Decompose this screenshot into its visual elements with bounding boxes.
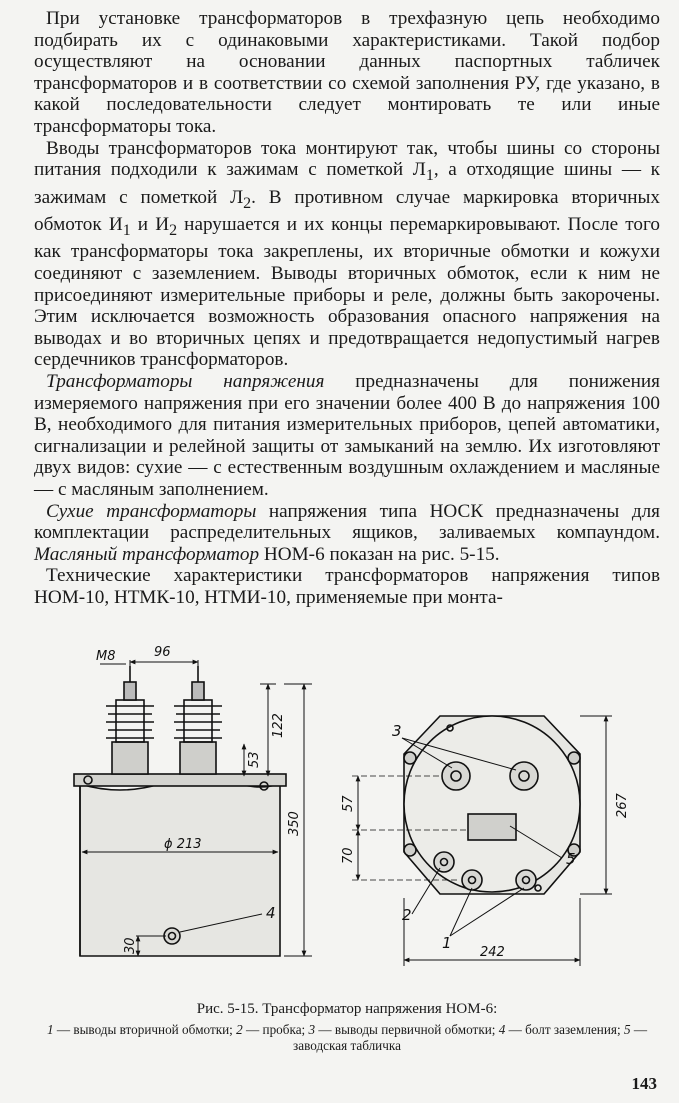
p2-part-a: Вводы трансформаторов тока монтируют так, чтобы шины со стороны питания подходили к зажимам с пометкой Л <box>34 137 660 181</box>
dim-57: 57 <box>341 795 356 812</box>
dim-242: 242 <box>480 945 505 960</box>
legend-num-5: 5 <box>623 1022 631 1037</box>
callout-4: 4 <box>266 904 276 922</box>
dim-213: ϕ 213 <box>164 837 202 852</box>
paragraph-3 <box>34 371 660 501</box>
p2-part-d: и И <box>130 214 170 235</box>
subscript-2: 2 <box>243 194 252 212</box>
legend-num-2: 2 <box>236 1022 243 1037</box>
subscript-2b: 2 <box>169 221 178 239</box>
caption-legend <box>34 1022 660 1054</box>
legend-text-3: — выводы первичной обмотки; <box>315 1022 499 1037</box>
callout-5: 5 <box>566 850 576 868</box>
paragraph-1-text: При установке трансформаторов в трехфазную цепь необходимо подбирать их с одинаковыми характеристиками. Такой подбор осуществляют на основании данных паспортных табличек трансформаторов и в соответствии со схемой заполнения РУ, где указано, в какой последовательности следует монтировать те или иные трансформаторы тока. <box>34 8 660 137</box>
callout-3: 3 <box>392 722 402 740</box>
figure-caption <box>34 1000 660 1054</box>
p2-part-e: нарушается и их концы перемаркировывают. После того как трансформаторы тока закреплены, их вторичные обмотки и кожухи соединяют с заземлением. Выводы вторичных обмоток, если к ним не присоединяют измерительные приборы и реле, должны быть закорочены. Этим исключается возможность образования опасного напряжения на выводах и во вторичных цепях и предотвращается недопустимый нагрев сердечников трансформаторов. <box>34 214 661 371</box>
term-voltage-transformers: Трансформаторы напряжения <box>46 370 325 392</box>
p2-part-c: . В противном случае маркировка вторичных обмоток И <box>34 186 660 235</box>
legend-num-1: 1 <box>46 1022 54 1037</box>
paragraph-3-text: предназначены для понижения измеряемого напряжения при его значении более 400 В до напряжения 100 В, необходимого для питания измерительных приборов, цепей автоматики, сигнализации и релейной защиты от замыканий на землю. Их изготовляют двух видов: сухие — с естественным воздушным охлаждением и масляные — с масляным заполнением. <box>34 370 660 500</box>
legend-num-4: 4 <box>498 1022 506 1037</box>
caption-title: Рис. 5-15. Трансформатор напряжения НОМ-6: <box>196 1001 498 1017</box>
front-view <box>74 660 312 956</box>
bushing-left <box>106 666 154 774</box>
term-dry-transformers: Сухие трансформаторы <box>46 500 257 522</box>
p4-part-a: напряжения типа НОСК предназначены для комплектации распределительных ящиков, заливаемых компаундом. <box>34 500 660 544</box>
legend-text-1: — выводы вторичной обмотки; <box>53 1022 237 1037</box>
paragraph-1 <box>34 8 660 138</box>
paragraph-2 <box>34 138 660 371</box>
paragraph-5-text: Технические характеристики трансформаторов напряжения типов НОМ-10, НТМК-10, НТМИ-10, применяемые при монта- <box>34 565 660 608</box>
subscript-1: 1 <box>425 166 434 184</box>
callout-1: 1 <box>442 934 452 952</box>
dim-350: 350 <box>287 811 302 836</box>
dim-96: 96 <box>154 645 171 660</box>
term-oil-transformer: Масляный трансформатор <box>34 543 260 565</box>
p4-part-b: НОМ-6 показан на рис. 5-15. <box>259 543 500 565</box>
legend-text-4: — болт заземления; <box>505 1022 624 1037</box>
legend-text-5: — заводская табличка <box>293 1022 648 1053</box>
top-view <box>352 716 612 966</box>
dim-267: 267 <box>615 793 630 818</box>
paragraph-5 <box>34 565 660 608</box>
dim-122: 122 <box>271 713 286 738</box>
dim-70: 70 <box>341 847 356 864</box>
dim-53: 53 <box>247 751 262 768</box>
subscript-1b: 1 <box>122 221 131 239</box>
dim-m8: M8 <box>96 649 116 664</box>
bushing-right <box>174 666 222 774</box>
legend-text-2: — пробка; <box>242 1022 309 1037</box>
legend-num-3: 3 <box>308 1022 316 1037</box>
page-number: 143 <box>631 1074 657 1093</box>
paragraph-4 <box>34 501 660 566</box>
callout-2: 2 <box>402 906 412 924</box>
p2-part-b: , а отходящие шины — к зажимам с пометкой Л <box>34 159 660 208</box>
dim-30: 30 <box>123 937 138 954</box>
transformer-drawing <box>40 636 640 996</box>
body-text <box>34 8 660 609</box>
